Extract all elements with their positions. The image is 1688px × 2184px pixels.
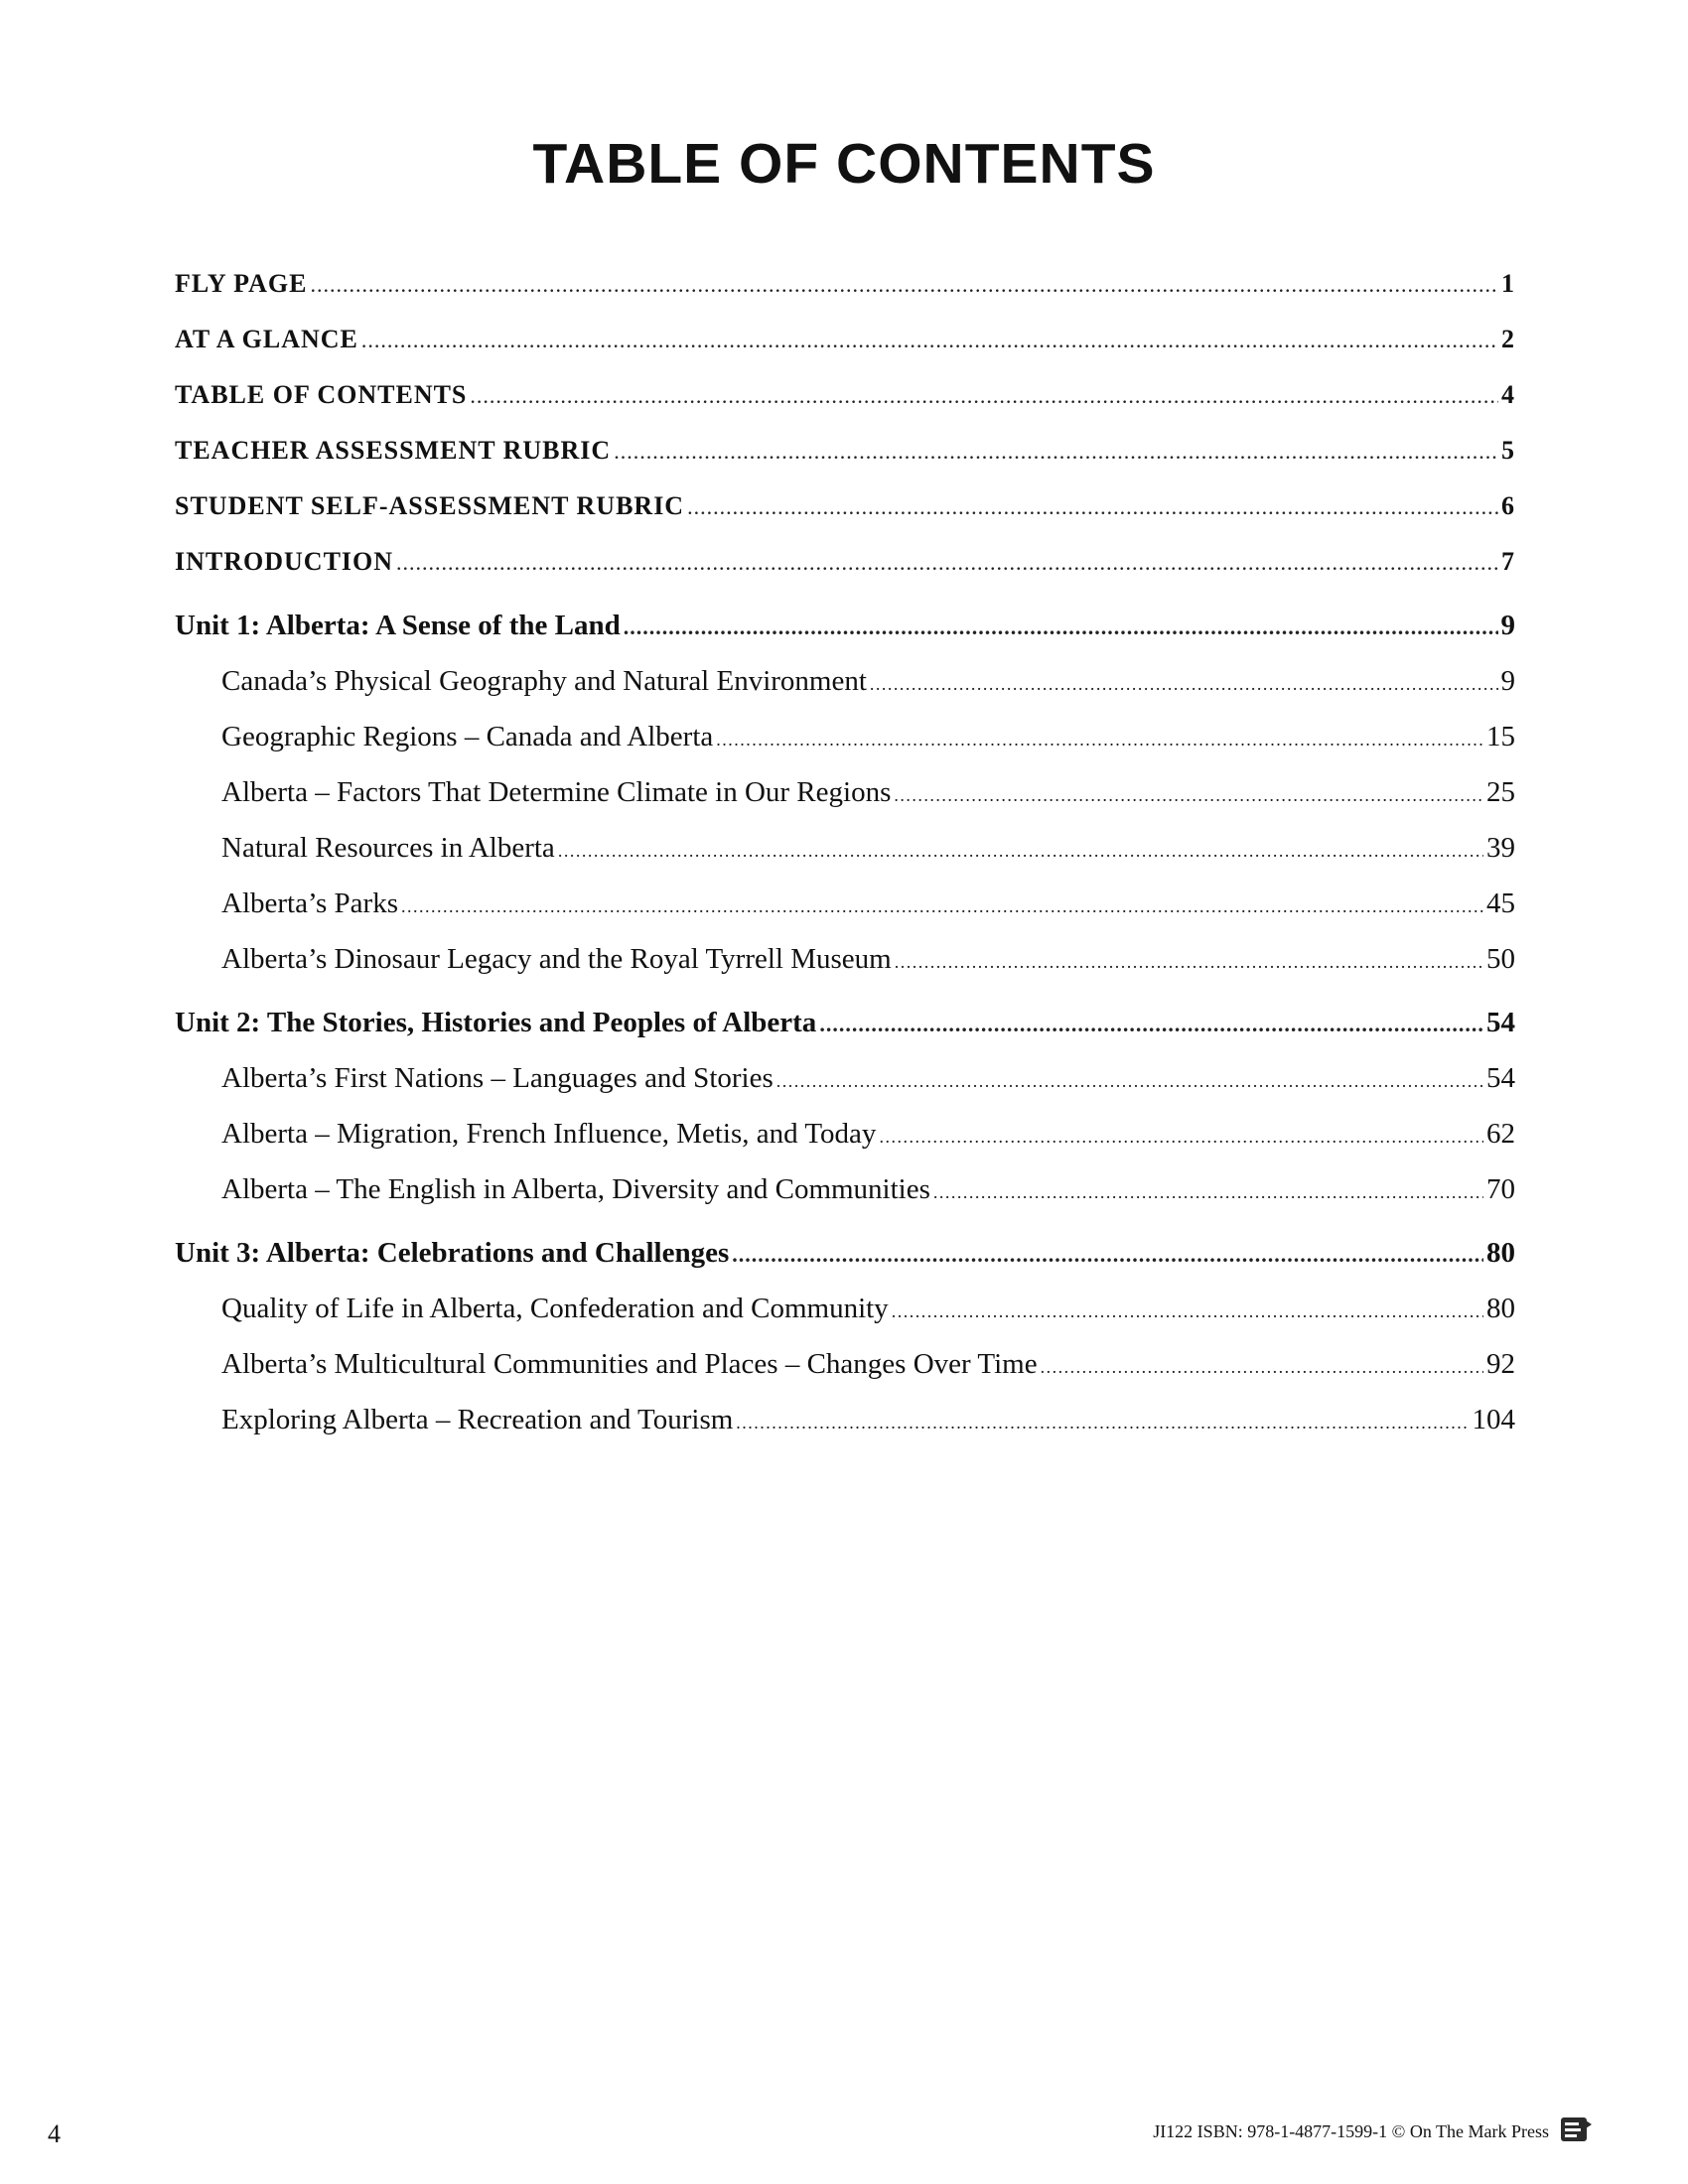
toc-subentry-page: 70 xyxy=(1486,1173,1515,1205)
toc-subentry-page: 25 xyxy=(1486,776,1515,808)
dot-leader xyxy=(870,656,1498,712)
dot-leader xyxy=(879,1109,1483,1164)
toc-unit-page: 80 xyxy=(1486,1237,1515,1269)
toc-subentry-page: 39 xyxy=(1486,832,1515,864)
toc-subentry-label: Quality of Life in Alberta, Confederation and Community xyxy=(221,1293,889,1324)
toc-entry-page: 1 xyxy=(1501,269,1515,298)
toc-unit-1[interactable] xyxy=(175,598,1515,653)
toc-subentry-page: 80 xyxy=(1486,1293,1515,1324)
dot-leader xyxy=(895,934,1483,990)
dot-leader xyxy=(687,479,1498,535)
dot-leader xyxy=(732,1227,1483,1283)
toc-subentry[interactable] xyxy=(175,1161,1515,1217)
toc-entry-label: FLY PAGE xyxy=(175,269,308,298)
toc-subentry-page: 9 xyxy=(1500,665,1515,697)
dot-leader xyxy=(776,1053,1483,1109)
toc-subentry-label: Alberta’s Parks xyxy=(221,887,398,919)
toc-entry-page: 7 xyxy=(1501,547,1515,576)
toc-subentry-label: Alberta’s Multicultural Communities and Places – Changes Over Time xyxy=(221,1348,1038,1380)
toc-entry-label: STUDENT SELF-ASSESSMENT RUBRIC xyxy=(175,491,685,520)
toc-subentry-page: 50 xyxy=(1486,943,1515,975)
toc-entry-introduction[interactable] xyxy=(175,534,1515,590)
toc-unit-label: Unit 2: The Stories, Histories and Peoples of Alberta xyxy=(175,1007,817,1038)
toc-subentry[interactable] xyxy=(175,1336,1515,1392)
toc-entry-page: 4 xyxy=(1501,380,1515,409)
toc-entry-label: INTRODUCTION xyxy=(175,547,394,576)
toc-subentry[interactable] xyxy=(175,876,1515,931)
toc-subentry-label: Alberta’s Dinosaur Legacy and the Royal Tyrrell Museum xyxy=(221,943,892,975)
toc-subentry-page: 104 xyxy=(1472,1404,1515,1435)
toc-subentry-label: Alberta – Migration, French Influence, Metis, and Today xyxy=(221,1118,877,1150)
dot-leader xyxy=(396,535,1498,591)
toc-subentry[interactable] xyxy=(175,820,1515,876)
footer-publication-info: JI122 ISBN: 978-1-4877-1599-1 © On The Mark Press xyxy=(1153,2121,1549,2141)
dot-leader xyxy=(933,1164,1483,1220)
toc-unit-page: 54 xyxy=(1486,1007,1515,1038)
dot-leader xyxy=(310,257,1498,313)
book-logo-icon xyxy=(1559,2115,1593,2144)
dot-leader xyxy=(614,424,1498,479)
page-title: TABLE OF CONTENTS xyxy=(532,132,1156,196)
dot-leader xyxy=(624,600,1498,655)
dot-leader xyxy=(819,997,1483,1052)
toc-entry-page: 6 xyxy=(1501,491,1515,520)
toc-unit-3[interactable] xyxy=(175,1225,1515,1281)
toc-entry-teacher-assessment-rubric[interactable] xyxy=(175,423,1515,478)
toc-subentry-page: 62 xyxy=(1486,1118,1515,1150)
toc-unit-page: 9 xyxy=(1500,610,1515,641)
dot-leader xyxy=(736,1395,1469,1450)
toc-subentry-label: Geographic Regions – Canada and Alberta xyxy=(221,721,714,752)
dot-leader xyxy=(470,368,1498,424)
toc-entry-label: TEACHER ASSESSMENT RUBRIC xyxy=(175,436,612,465)
toc-subentry[interactable] xyxy=(175,1106,1515,1161)
toc-subentry[interactable] xyxy=(175,764,1515,820)
dot-leader xyxy=(716,712,1483,767)
toc-subentry[interactable] xyxy=(175,653,1515,709)
toc-subentry-label: Alberta – The English in Alberta, Diversity and Communities xyxy=(221,1173,930,1205)
toc-entry-label: AT A GLANCE xyxy=(175,325,358,353)
toc-entry-student-self-assessment-rubric[interactable] xyxy=(175,478,1515,534)
toc-entry-fly-page[interactable] xyxy=(175,256,1515,312)
toc-subentry-label: Alberta – Factors That Determine Climate in Our Regions xyxy=(221,776,892,808)
toc-subentry-page: 54 xyxy=(1486,1062,1515,1094)
toc-unit-label: Unit 3: Alberta: Celebrations and Challenges xyxy=(175,1237,730,1269)
toc-subentry-label: Alberta’s First Nations – Languages and Stories xyxy=(221,1062,774,1094)
toc-subentry[interactable] xyxy=(175,709,1515,764)
toc-subentry-page: 45 xyxy=(1486,887,1515,919)
toc-subentry[interactable] xyxy=(175,1050,1515,1106)
toc-entry-label: TABLE OF CONTENTS xyxy=(175,380,468,409)
dot-leader xyxy=(558,823,1483,879)
toc-subentry-label: Canada’s Physical Geography and Natural Environment xyxy=(221,665,867,697)
dot-leader xyxy=(361,313,1498,368)
toc-subentry[interactable] xyxy=(175,1281,1515,1336)
toc-subentry-label: Exploring Alberta – Recreation and Tourism xyxy=(221,1404,734,1435)
toc-subentry-page: 92 xyxy=(1486,1348,1515,1380)
toc-entry-page: 5 xyxy=(1501,436,1515,465)
dot-leader xyxy=(892,1284,1483,1339)
toc-unit-2[interactable] xyxy=(175,995,1515,1050)
toc-entry-at-a-glance[interactable] xyxy=(175,312,1515,367)
toc-entry-table-of-contents[interactable] xyxy=(175,367,1515,423)
toc-subentry-label: Natural Resources in Alberta xyxy=(221,832,555,864)
dot-leader xyxy=(401,879,1483,934)
dot-leader xyxy=(1041,1339,1483,1395)
page-number: 4 xyxy=(48,2119,61,2148)
toc-subentry-page: 15 xyxy=(1486,721,1515,752)
toc-unit-label: Unit 1: Alberta: A Sense of the Land xyxy=(175,610,621,641)
toc-subentry[interactable] xyxy=(175,931,1515,987)
toc-entry-page: 2 xyxy=(1501,325,1515,353)
toc-subentry[interactable] xyxy=(175,1392,1515,1447)
dot-leader xyxy=(894,767,1483,823)
table-of-contents xyxy=(175,256,1515,1447)
